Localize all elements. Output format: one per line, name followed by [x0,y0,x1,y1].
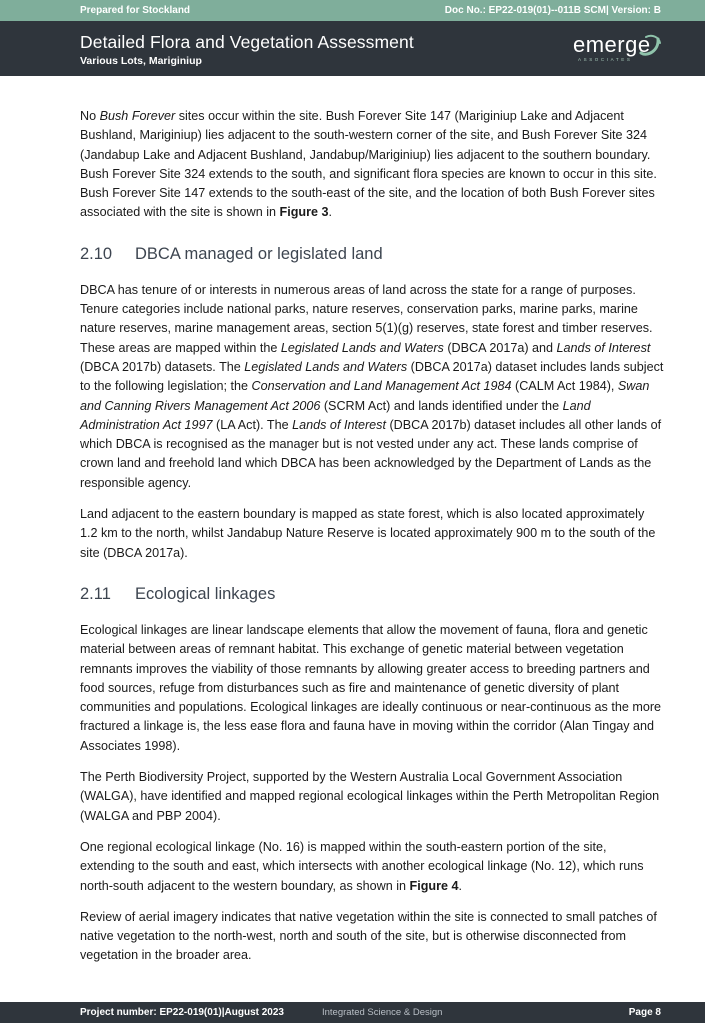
logo-tagline: ASSOCIATES [578,57,633,62]
project-number-label: Project number: EP22-019(01)|August 2023 [80,1007,284,1018]
paragraph: One regional ecological linkage (No. 16) is mapped within the south-eastern portion of the site, extending to the south and east, which intersects with another ecological linkage (No. 12), which runs north-south adjacent to the western boundary, as shown in Figure 4. [80,839,644,893]
section-number: 2.11 [80,584,111,603]
paragraph: The Perth Biodiversity Project, supported by the Western Australia Local Government Association (WALGA), have identified and mapped regional ecological linkages within the Perth Metropolitan Region (WALGA and PBP 2004). [80,770,660,823]
top-info-bar [0,0,705,21]
paragraph: Review of aerial imagery indicates that native vegetation within the site is connected to small patches of native vegetation to the north-west, north and south of the site, but is otherwise disconnected from vegetation in the broader area. [80,909,657,963]
section-title: DBCA managed or legislated land [135,244,383,263]
footer-tagline: Integrated Science & Design [322,1007,443,1018]
page-footer [0,1002,705,1023]
emerge-logo [573,32,669,66]
logo-wordmark: emerge [573,32,651,57]
section-number: 2.10 [80,244,113,263]
paragraph: Land adjacent to the eastern boundary is mapped as state forest, which is also located approximately 1.2 km to the north, whilst Jandabup Nature Reserve is located approximately 900 m to the south of the site (DBCA 2017a). [80,507,656,560]
document-number-label: Doc No.: EP22-019(01)--011B SCM| Version: B [444,5,661,16]
logo-swoosh-icon [637,33,663,59]
page-number: Page 8 [628,1007,661,1018]
paragraph: DBCA has tenure of or interests in numerous areas of land across the state for a range of purposes. Tenure categories include national parks, nature reserves, conservation parks, marine parks, marine nature reserves, marine management areas, section 5(1)(g) reserves, state forest and timber reserves. These areas are mapped within the Legislated Lands and Waters (DBCA 2017a) and Lands of Interest (DBCA 2017b) datasets. The Legislated Lands and Waters (DBCA 2017a) dataset includes lands subject to the following legislation; the Conservation and Land Management Act 1984 (CALM Act 1984), Swan and Canning Rivers Management Act 2006 (SCRM Act) and lands identified under the Land Administration Act 1997 (LA Act). The Lands of Interest (DBCA 2017b) dataset includes all other lands of which DBCA is recognised as the manager but is not vested under any act. These lands comprise of crown land and freehold land which DBCA has been acknowledged by the Department of Lands as the responsible agency. [80,282,664,490]
paragraph: No Bush Forever sites occur within the site. Bush Forever Site 147 (Mariginiup Lake and Adjacent Bushland, Mariginiup) lies adjacent to the south-western corner of the site, and Bush Forever Site 324 (Jandabup Lake and Adjacent Bushland, Jandabup/Mariginiup) lies adjacent to the southern boundary. Bush Forever Site 324 extends to the south, and significant flora species are known to occur in this site. Bush Forever Site 147 extends to the south-east of the site, and the location of both Bush Forever sites associated with the site is shown in Figure 3. [80,109,657,220]
document-subtitle: Various Lots, Mariginiup [80,55,202,67]
prepared-for-label: Prepared for Stockland [80,5,191,16]
paragraph: Ecological linkages are linear landscape elements that allow the movement of fauna, flora and genetic material between areas of remnant habitat. This exchange of genetic material between vegetation remnants improves the viability of those remnants by allowing greater access to breeding partners and food sources, refuge from disturbances such as fire and maintenance of genetic diversity of plant communities and populations. Ecological linkages are ideally continuous or near-continuous as the more fractured a linkage is, the less ease flora and fauna have in moving within the corridor (Alan Tingay and Associates 1998). [80,622,662,753]
page-header [0,21,705,76]
section-heading-2-10 [80,245,664,267]
document-title: Detailed Flora and Vegetation Assessment [80,32,414,52]
section-title: Ecological linkages [135,584,276,603]
section-heading-2-11 [80,585,664,607]
page-content [80,107,664,978]
